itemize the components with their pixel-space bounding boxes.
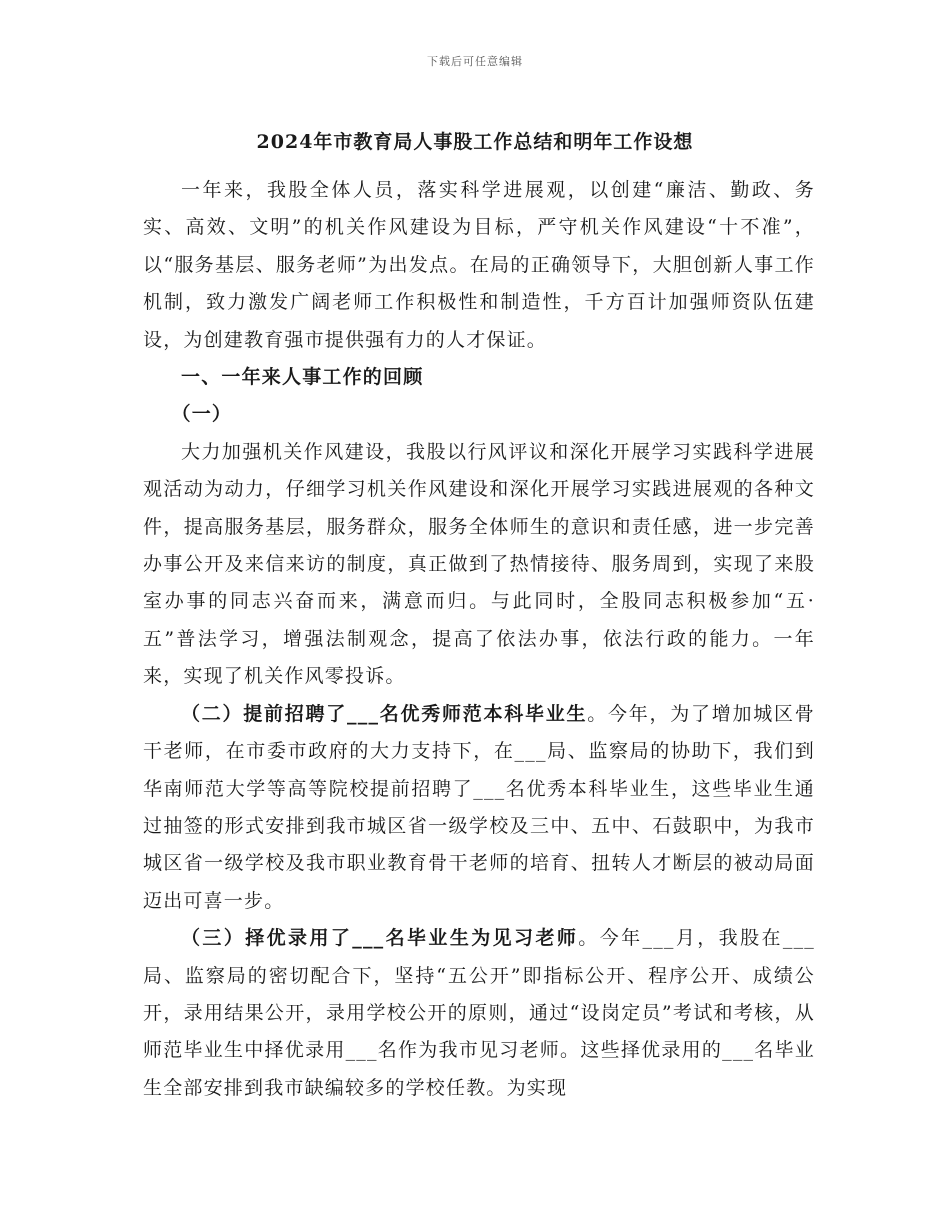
subsection-1-paragraph: 大力加强机关作风建设，我股以行风评议和深化开展学习实践科学进展观活动为动力，仔细学习机关作风建设和深化开展学习实践进展观的各种文件，提高服务基层，服务群众，服务全体师生的意识和责任感，进一步完善办事公开及来信来访的制度，真正做到了热情接待、服务周到，实现了来股室办事的同志兴奋而来，满意而归。与此同时，全股同志积极参加“五·五”普法学习，增强法制观念，提高了依法办事，依法行政的能力。一年来，实现了机关作风零投诉。 xyxy=(143,440,815,688)
section-heading: 一、一年来人事工作的回顾 xyxy=(181,366,424,389)
header-note: 下载后可任意编辑 xyxy=(427,55,523,68)
subsection-heading-1: （一） xyxy=(171,403,233,426)
subsection-3-body: 。今年___月，我股在___局、监察局的密切配合下，坚持“五公开”即指标公开、程序公开、成绩公开，录用结果公开，录用学校公开的原则，通过“设岗定员”考试和考核，从师范毕业生中择优录用___名作为我市见习老师。这些择优录用的___名毕业生全部安排到我市缺编较多的学校任教。为实现 xyxy=(143,927,815,1099)
subsection-2-paragraph xyxy=(143,696,815,920)
intro-paragraph: 一年来，我股全体人员，落实科学进展观，以创建“廉洁、勤政、务实、高效、文明”的机关作风建设为目标，严守机关作风建设“十不准”，以“服务基层、服务老师”为出发点。在局的正确领导下，大胆创新人事工作机制，致力激发广阔老师工作积极性和制造性，千方百计加强师资队伍建设，为创建教育强市提供强有力的人才保证。 xyxy=(143,179,815,351)
document-body xyxy=(143,172,815,1107)
document-title: 2024年市教育局人事股工作总结和明年工作设想 xyxy=(256,131,694,153)
subsection-3-paragraph xyxy=(143,920,815,1107)
subsection-2-body: 。今年，为了增加城区骨干老师，在市委市政府的大力支持下，在___局、监察局的协助下，我们到华南师范大学等高等院校提前招聘了___名优秀本科毕业生，这些毕业生通过抽签的形式安排到我市城区省一级学校及三中、五中、石鼓职中，为我市城区省一级学校及我市职业教育骨干老师的培育、扭转人才断层的被动局面迈出可喜一步。 xyxy=(143,702,816,912)
subsection-2-lead: （二）提前招聘了___名优秀师范本科毕业生 xyxy=(181,702,588,725)
subsection-3-lead: （三）择优录用了___名毕业生为见习老师 xyxy=(181,927,579,950)
